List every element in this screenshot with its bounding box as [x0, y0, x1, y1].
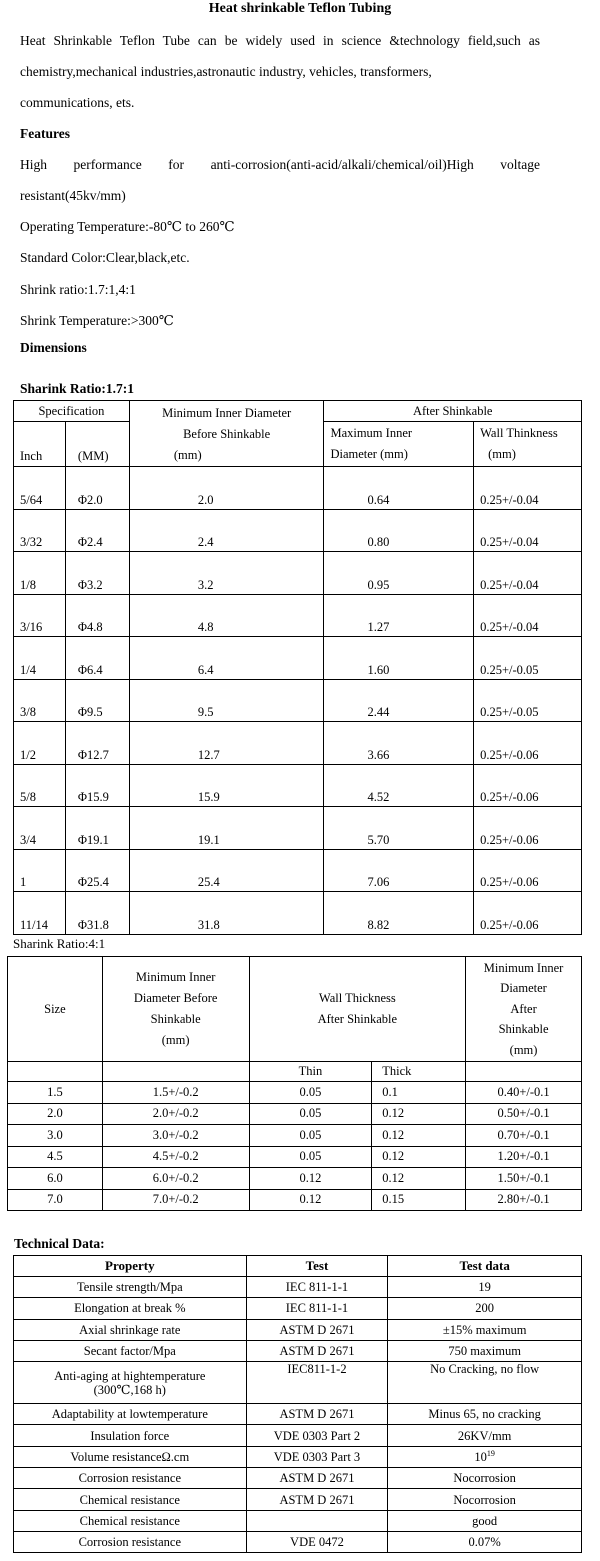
spec-header: Specification: [14, 401, 130, 422]
test-cell: VDE 0472: [246, 1531, 388, 1552]
test-data-cell: 750 maximum: [388, 1340, 582, 1361]
min-inner-cell: 6.4: [129, 637, 324, 680]
test-cell: IEC811-1-2: [246, 1362, 388, 1404]
table-row: [14, 552, 582, 595]
table-row: [14, 764, 582, 807]
test-cell: IEC 811-1-1: [246, 1277, 388, 1298]
thin-cell: 0.12: [249, 1189, 372, 1211]
test-data-cell: 26KV/mm: [388, 1425, 582, 1446]
features-heading: Features: [20, 126, 70, 141]
inch-header: Inch: [14, 422, 66, 467]
intro-line-2: chemistry,mechanical industries,astronautic industry, vehicles, transformers,: [20, 64, 432, 79]
test-data-cell: Nocorrosion: [388, 1468, 582, 1489]
inch-cell: 3/32: [14, 509, 66, 552]
technical-data-heading: Technical Data:: [14, 1236, 105, 1251]
max-inner-header: Maximum Inner Diameter (mm): [324, 422, 474, 467]
table-row: [14, 849, 582, 892]
wall-thickness-header: Wall Thickness After Shinkable: [249, 957, 466, 1062]
size-cell: 6.0: [8, 1168, 103, 1190]
property-cell: Tensile strength/Mpa: [14, 1277, 247, 1298]
max-inner-cell: 7.06: [324, 849, 474, 892]
test-data-cell: 0.07%: [388, 1531, 582, 1552]
table-row: [8, 1189, 582, 1211]
min-inner-cell: 31.8: [129, 892, 324, 935]
max-inner-cell: 0.80: [324, 509, 474, 552]
min-inner-header: Minimum Inner Diameter Before Shinkable (mm): [129, 401, 324, 467]
table-row: [14, 1510, 582, 1531]
after-cell: 0.50+/-0.1: [466, 1103, 582, 1125]
mm-cell: Φ2.4: [65, 509, 129, 552]
property-cell: Anti-aging at hightemperature (300℃,168 h): [14, 1362, 247, 1404]
property-cell: Chemical resistance: [14, 1489, 247, 1510]
mm-cell: Φ3.2: [65, 552, 129, 595]
wall-cell: 0.25+/-0.04: [474, 467, 582, 510]
min-inner-cell: 2.0: [129, 467, 324, 510]
wall-cell: 0.25+/-0.05: [474, 679, 582, 722]
size-header: Size: [8, 957, 103, 1062]
wall-cell: 0.25+/-0.04: [474, 552, 582, 595]
intro-line-1: Heat Shrinkable Teflon Tube can be widely used in science &technology field,such as: [20, 33, 540, 48]
max-inner-cell: 8.82: [324, 892, 474, 935]
min-inner-cell: 3.0+/-0.2: [102, 1125, 249, 1147]
thin-cell: 0.05: [249, 1146, 372, 1168]
property-cell: Axial shrinkage rate: [14, 1319, 247, 1340]
mm-header: (MM): [65, 422, 129, 467]
test-cell: ASTM D 2671: [246, 1468, 388, 1489]
test-data-cell: No Cracking, no flow: [388, 1362, 582, 1404]
test-data-cell: good: [388, 1510, 582, 1531]
table-shrink-ratio-4: [7, 956, 582, 1211]
test-data-cell: Minus 65, no cracking: [388, 1404, 582, 1425]
property-cell: Volume resistanceΩ.cm: [14, 1446, 247, 1467]
min-inner-cell: 15.9: [129, 764, 324, 807]
thick-cell: 0.1: [372, 1082, 466, 1104]
mm-cell: Φ15.9: [65, 764, 129, 807]
table-row: [14, 1340, 582, 1361]
table-row: [8, 1146, 582, 1168]
table-row: [14, 509, 582, 552]
mm-cell: Φ12.7: [65, 722, 129, 765]
table-row: [14, 722, 582, 765]
table-row: [14, 1298, 582, 1319]
table-row: [14, 637, 582, 680]
min-inner-after-header: Minimum Inner Diameter After Shinkable (mm): [466, 957, 582, 1062]
after-cell: 0.40+/-0.1: [466, 1082, 582, 1104]
min-inner-cell: 12.7: [129, 722, 324, 765]
max-inner-cell: 1.60: [324, 637, 474, 680]
wall-cell: 0.25+/-0.06: [474, 764, 582, 807]
wall-cell: 0.25+/-0.04: [474, 509, 582, 552]
property-cell: Insulation force: [14, 1425, 247, 1446]
test-cell: IEC 811-1-1: [246, 1298, 388, 1319]
thick-cell: 0.12: [372, 1125, 466, 1147]
min-inner-cell: 25.4: [129, 849, 324, 892]
min-inner-cell: 1.5+/-0.2: [102, 1082, 249, 1104]
inch-cell: 1/2: [14, 722, 66, 765]
wall-cell: 0.25+/-0.04: [474, 594, 582, 637]
table-row: [14, 807, 582, 850]
wall-cell: 0.25+/-0.06: [474, 722, 582, 765]
shrink-temperature: Shrink Temperature:>300℃: [20, 313, 174, 328]
table-row: [14, 594, 582, 637]
property-cell: Chemical resistance: [14, 1510, 247, 1531]
max-inner-cell: 0.95: [324, 552, 474, 595]
inch-cell: 3/4: [14, 807, 66, 850]
inch-cell: 1: [14, 849, 66, 892]
table-row: [14, 1362, 582, 1404]
inch-cell: 5/8: [14, 764, 66, 807]
max-inner-cell: 2.44: [324, 679, 474, 722]
page-title: Heat shrinkable Teflon Tubing: [208, 1, 392, 16]
features-performance-line-2: resistant(45kv/mm): [20, 188, 126, 203]
min-inner-cell: 2.0+/-0.2: [102, 1103, 249, 1125]
test-data-cell: 200: [388, 1298, 582, 1319]
thin-cell: 0.05: [249, 1125, 372, 1147]
min-inner-cell: 7.0+/-0.2: [102, 1189, 249, 1211]
table-row: [8, 1125, 582, 1147]
table-row: [8, 1103, 582, 1125]
max-inner-cell: 1.27: [324, 594, 474, 637]
inch-cell: 5/64: [14, 467, 66, 510]
mm-cell: Φ19.1: [65, 807, 129, 850]
test-cell: ASTM D 2671: [246, 1404, 388, 1425]
table-row: [14, 892, 582, 935]
min-inner-cell: 9.5: [129, 679, 324, 722]
mm-cell: Φ4.8: [65, 594, 129, 637]
test-cell: VDE 0303 Part 3: [246, 1446, 388, 1467]
standard-color: Standard Color:Clear,black,etc.: [20, 250, 190, 265]
inch-cell: 1/4: [14, 637, 66, 680]
thick-cell: 0.12: [372, 1146, 466, 1168]
table-shrink-ratio-1-7: [13, 400, 582, 935]
thick-header: Thick: [372, 1062, 466, 1082]
test-cell: VDE 0303 Part 2: [246, 1425, 388, 1446]
mm-cell: Φ9.5: [65, 679, 129, 722]
min-inner-cell: 4.5+/-0.2: [102, 1146, 249, 1168]
max-inner-cell: 4.52: [324, 764, 474, 807]
test-cell: ASTM D 2671: [246, 1340, 388, 1361]
inch-cell: 11/14: [14, 892, 66, 935]
test-data-cell: Nocorrosion: [388, 1489, 582, 1510]
table-technical-data: [13, 1255, 582, 1553]
test-header: Test: [246, 1256, 388, 1277]
thin-cell: 0.05: [249, 1103, 372, 1125]
after-shrink-header: After Shinkable: [324, 401, 582, 422]
table-row: [14, 1489, 582, 1510]
exponent: 19: [486, 1448, 495, 1458]
table1-caption: Sharink Ratio:1.7:1: [20, 381, 135, 396]
test-data-cell: ±15% maximum: [388, 1319, 582, 1340]
thick-cell: 0.12: [372, 1103, 466, 1125]
table-row: [14, 1425, 582, 1446]
mm-cell: Φ2.0: [65, 467, 129, 510]
after-cell: 0.70+/-0.1: [466, 1125, 582, 1147]
features-performance-line-1: High performance for anti-corrosion(anti-acid/alkali/chemical/oil)High voltage: [20, 157, 540, 172]
property-cell: Corrosion resistance: [14, 1468, 247, 1489]
min-inner-cell: 19.1: [129, 807, 324, 850]
max-inner-cell: 0.64: [324, 467, 474, 510]
min-inner-cell: 6.0+/-0.2: [102, 1168, 249, 1190]
shrink-ratio: Shrink ratio:1.7:1,4:1: [20, 282, 136, 297]
dimensions-heading: Dimensions: [20, 340, 87, 355]
table-row: [8, 1168, 582, 1190]
size-cell: 3.0: [8, 1125, 103, 1147]
table-row: [14, 1446, 582, 1467]
table-row: [14, 1404, 582, 1425]
table-row: [14, 679, 582, 722]
after-cell: 1.50+/-0.1: [466, 1168, 582, 1190]
property-cell: Secant factor/Mpa: [14, 1340, 247, 1361]
test-cell: [246, 1510, 388, 1531]
size-cell: 2.0: [8, 1103, 103, 1125]
table2-caption: Sharink Ratio:4:1: [13, 936, 106, 951]
property-cell: Corrosion resistance: [14, 1531, 247, 1552]
thin-cell: 0.05: [249, 1082, 372, 1104]
test-data-cell: $10^{19}$: [388, 1446, 582, 1467]
test-data-header: Test data: [388, 1256, 582, 1277]
size-cell: 1.5: [8, 1082, 103, 1104]
inch-cell: 3/8: [14, 679, 66, 722]
min-inner-before-header: Minimum Inner Diameter Before Shinkable (mm): [102, 957, 249, 1062]
property-cell: Adaptability at lowtemperature: [14, 1404, 247, 1425]
thick-cell: 0.12: [372, 1168, 466, 1190]
property-header: Property: [14, 1256, 247, 1277]
table-row: [14, 1468, 582, 1489]
wall-cell: 0.25+/-0.05: [474, 637, 582, 680]
size-cell: 7.0: [8, 1189, 103, 1211]
test-cell: ASTM D 2671: [246, 1319, 388, 1340]
min-inner-cell: 4.8: [129, 594, 324, 637]
wall-header: Wall Thinkness (mm): [474, 422, 582, 467]
mm-cell: Φ25.4: [65, 849, 129, 892]
thin-header: Thin: [249, 1062, 372, 1082]
wall-cell: 0.25+/-0.06: [474, 849, 582, 892]
wall-cell: 0.25+/-0.06: [474, 892, 582, 935]
mm-cell: Φ6.4: [65, 637, 129, 680]
operating-temperature: Operating Temperature:-80℃ to 260℃: [20, 219, 235, 234]
table-row: [8, 1082, 582, 1104]
table-row: [14, 1531, 582, 1552]
table-row: [14, 467, 582, 510]
table-row: [14, 1277, 582, 1298]
min-inner-cell: 2.4: [129, 509, 324, 552]
table-row: [14, 1319, 582, 1340]
intro-line-3: communications, ets.: [20, 95, 135, 110]
min-inner-cell: 3.2: [129, 552, 324, 595]
max-inner-cell: 3.66: [324, 722, 474, 765]
thin-cell: 0.12: [249, 1168, 372, 1190]
max-inner-cell: 5.70: [324, 807, 474, 850]
thick-cell: 0.15: [372, 1189, 466, 1211]
after-cell: 1.20+/-0.1: [466, 1146, 582, 1168]
mm-cell: Φ31.8: [65, 892, 129, 935]
after-cell: 2.80+/-0.1: [466, 1189, 582, 1211]
inch-cell: 1/8: [14, 552, 66, 595]
size-cell: 4.5: [8, 1146, 103, 1168]
property-cell: Elongation at break %: [14, 1298, 247, 1319]
test-data-cell: 19: [388, 1277, 582, 1298]
test-cell: ASTM D 2671: [246, 1489, 388, 1510]
wall-cell: 0.25+/-0.06: [474, 807, 582, 850]
inch-cell: 3/16: [14, 594, 66, 637]
